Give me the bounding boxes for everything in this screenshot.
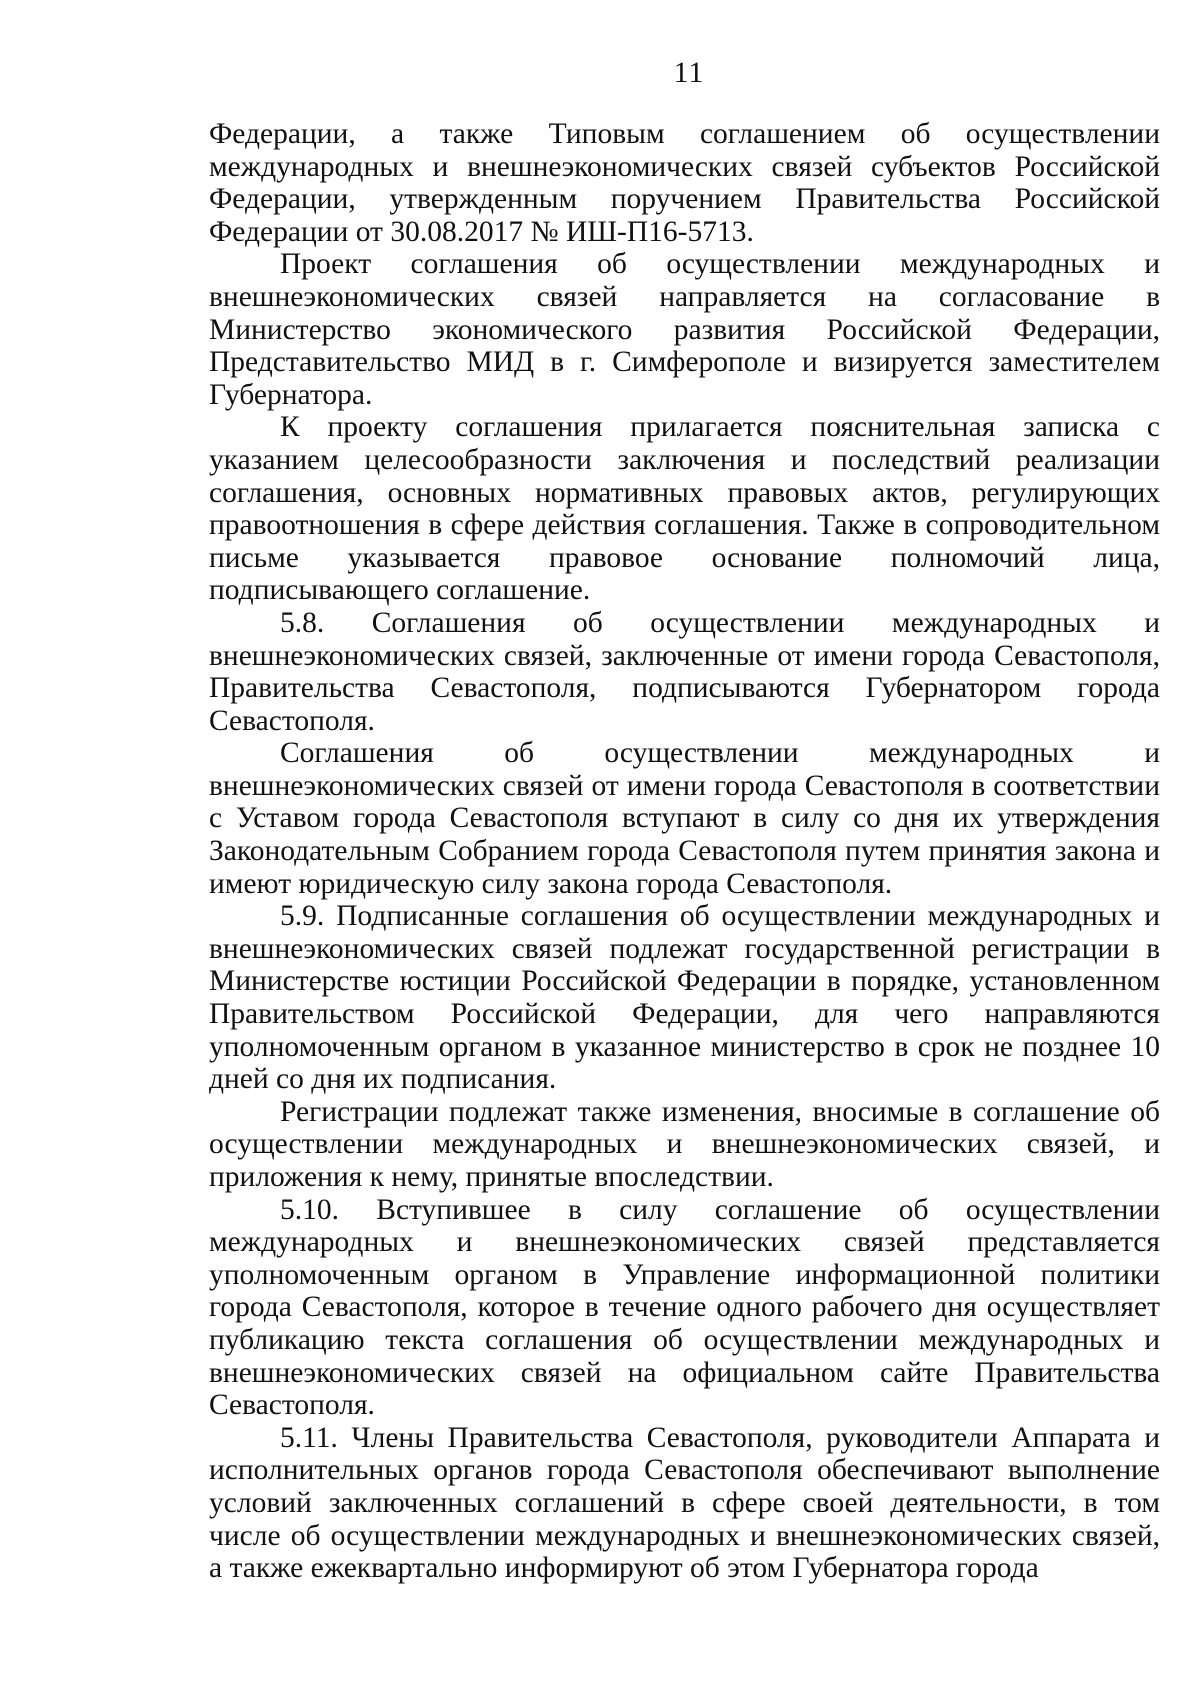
paragraph-registration-changes: Регистрации подлежат также изменения, вносимые в соглашение об осуществлении международных и внешнеэкономических связей, и приложения к нему, принятые впоследствии.: [209, 1095, 1160, 1193]
paragraph-entry-into-force: Соглашения об осуществлении международных и внешнеэкономических связей от имени города Севастополя в соответствии с Уставом города Севастополя вступают в силу со дня их утверждения Законодательным Собранием города Севастополя путем принятия закона и имеют юридическую силу закона города Севастополя.: [209, 737, 1160, 900]
paragraph-section-5-11: 5.11. Члены Правительства Севастополя, руководители Аппарата и исполнительных органов города Севастополя обеспечивают выполнение условий заключенных соглашений в сфере своей деятельности, в том числе об осуществлении международных и внешнеэкономических связей, а также ежеквартально информируют об этом Губернатора города: [209, 1421, 1160, 1585]
document-body: [209, 118, 1160, 1585]
paragraph-section-5-10: 5.10. Вступившее в силу соглашение об осуществлении международных и внешнеэкономических связей представляется уполномоченным органом в Управление информационной политики города Севастополя, которое в течение одного рабочего дня осуществляет публикацию текста соглашения об осуществлении международных и внешнеэкономических связей на официальном сайте Правительства Севастополя.: [209, 1193, 1160, 1422]
paragraph-explanatory-note: К проекту соглашения прилагается пояснительная записка с указанием целесообразности заключения и последствий реализации соглашения, основных нормативных правовых актов, регулирующих правоотношения в сфере действия соглашения. Также в сопроводительном письме указывается правовое основание полномочий лица, подписывающего соглашение.: [209, 411, 1160, 607]
paragraph-continuation: Федерации, а также Типовым соглашением об осуществлении международных и внешнеэкономических связей субъектов Российской Федерации, утвержденным поручением Правительства Российской Федерации от 30.08.2017 № ИШ-П16-5713.: [209, 118, 1160, 248]
paragraph-draft-agreement: Проект соглашения об осуществлении международных и внешнеэкономических связей направляется на согласование в Министерство экономического развития Российской Федерации, Представительство МИД в г. Симферополе и визируется заместителем Губернатора.: [209, 248, 1160, 411]
paragraph-section-5-8: 5.8. Соглашения об осуществлении международных и внешнеэкономических связей, заключенные от имени города Севастополя, Правительства Севастополя, подписываются Губернатором города Севастополя.: [209, 606, 1160, 737]
page-number: 11: [673, 56, 705, 89]
paragraph-section-5-9: 5.9. Подписанные соглашения об осуществлении международных и внешнеэкономических связей подлежат государственной регистрации в Министерстве юстиции Российской Федерации в порядке, установленном Правительством Российской Федерации, для чего направляются уполномоченным органом в указанное министерство в срок не позднее 10 дней со дня их подписания.: [209, 900, 1160, 1096]
